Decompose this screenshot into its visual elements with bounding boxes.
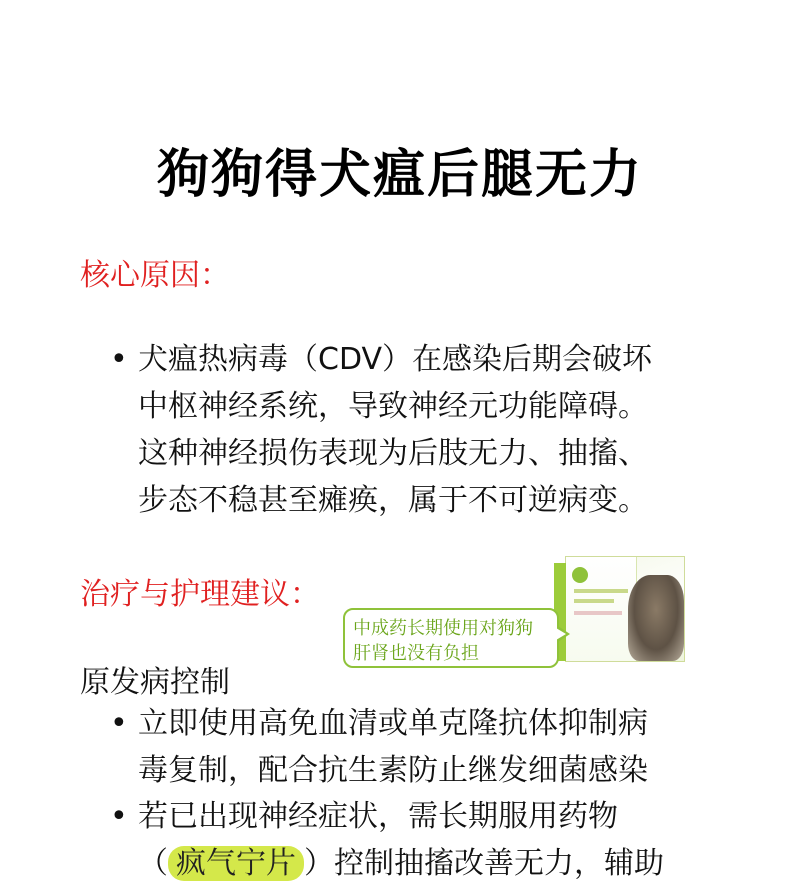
ad-speech-bubble[interactable] xyxy=(343,608,559,668)
bullet-dot: • xyxy=(110,342,128,377)
box-label-line xyxy=(574,589,628,593)
bullet-line: 若已出现神经症状，需长期服用药物 xyxy=(138,799,618,834)
medicine-link[interactable]: 疯气宁片 xyxy=(168,846,304,881)
bullet-line: 毒复制，配合抗生素防止继发细菌感染 xyxy=(138,753,648,788)
bullet-treatment-2 xyxy=(110,793,710,887)
section-heading-core-causes: 核心原因： xyxy=(80,258,230,293)
sub-heading-primary-control: 原发病控制 xyxy=(80,665,230,700)
product-ad[interactable] xyxy=(343,554,703,674)
bullet-line xyxy=(138,840,710,887)
brand-logo-icon xyxy=(572,567,588,583)
bullet-line: 这种神经损伤表现为后肢无力、抽搐、 xyxy=(138,436,648,471)
bullet-text xyxy=(138,336,710,524)
bullet-line: 步态不稳甚至瘫痪，属于不可逆病变。 xyxy=(138,483,648,518)
bullet-line: 犬瘟热病毒（CDV）在感染后期会破坏 xyxy=(138,342,653,377)
ad-bubble-line: 肝肾也没有负担 xyxy=(353,643,479,664)
bullet-line: 立即使用高免血清或单克隆抗体抑制病 xyxy=(138,706,648,741)
product-box-image[interactable] xyxy=(565,556,685,662)
bullet-treatment-1 xyxy=(110,700,710,794)
box-label-line xyxy=(574,599,614,603)
section-heading-treatment: 治疗与护理建议： xyxy=(80,577,320,612)
bullet-text xyxy=(138,700,710,794)
box-label-line xyxy=(574,611,622,615)
paren-open: （ xyxy=(138,846,168,881)
box-front xyxy=(566,557,637,661)
bullet-dot: • xyxy=(110,799,128,834)
bullet-line-tail: ）控制抽搐改善无力，辅助 xyxy=(304,846,664,881)
cat-photo xyxy=(628,575,684,661)
page-title: 狗狗得犬瘟后腿无力 xyxy=(156,145,643,205)
bullet-text xyxy=(138,793,710,887)
bullet-core-cause xyxy=(110,336,710,524)
bullet-dot: • xyxy=(110,706,128,741)
bullet-line: 中枢神经系统，导致神经元功能障碍。 xyxy=(138,389,648,424)
ad-bubble-line: 中成药长期使用对狗狗 xyxy=(353,618,533,639)
